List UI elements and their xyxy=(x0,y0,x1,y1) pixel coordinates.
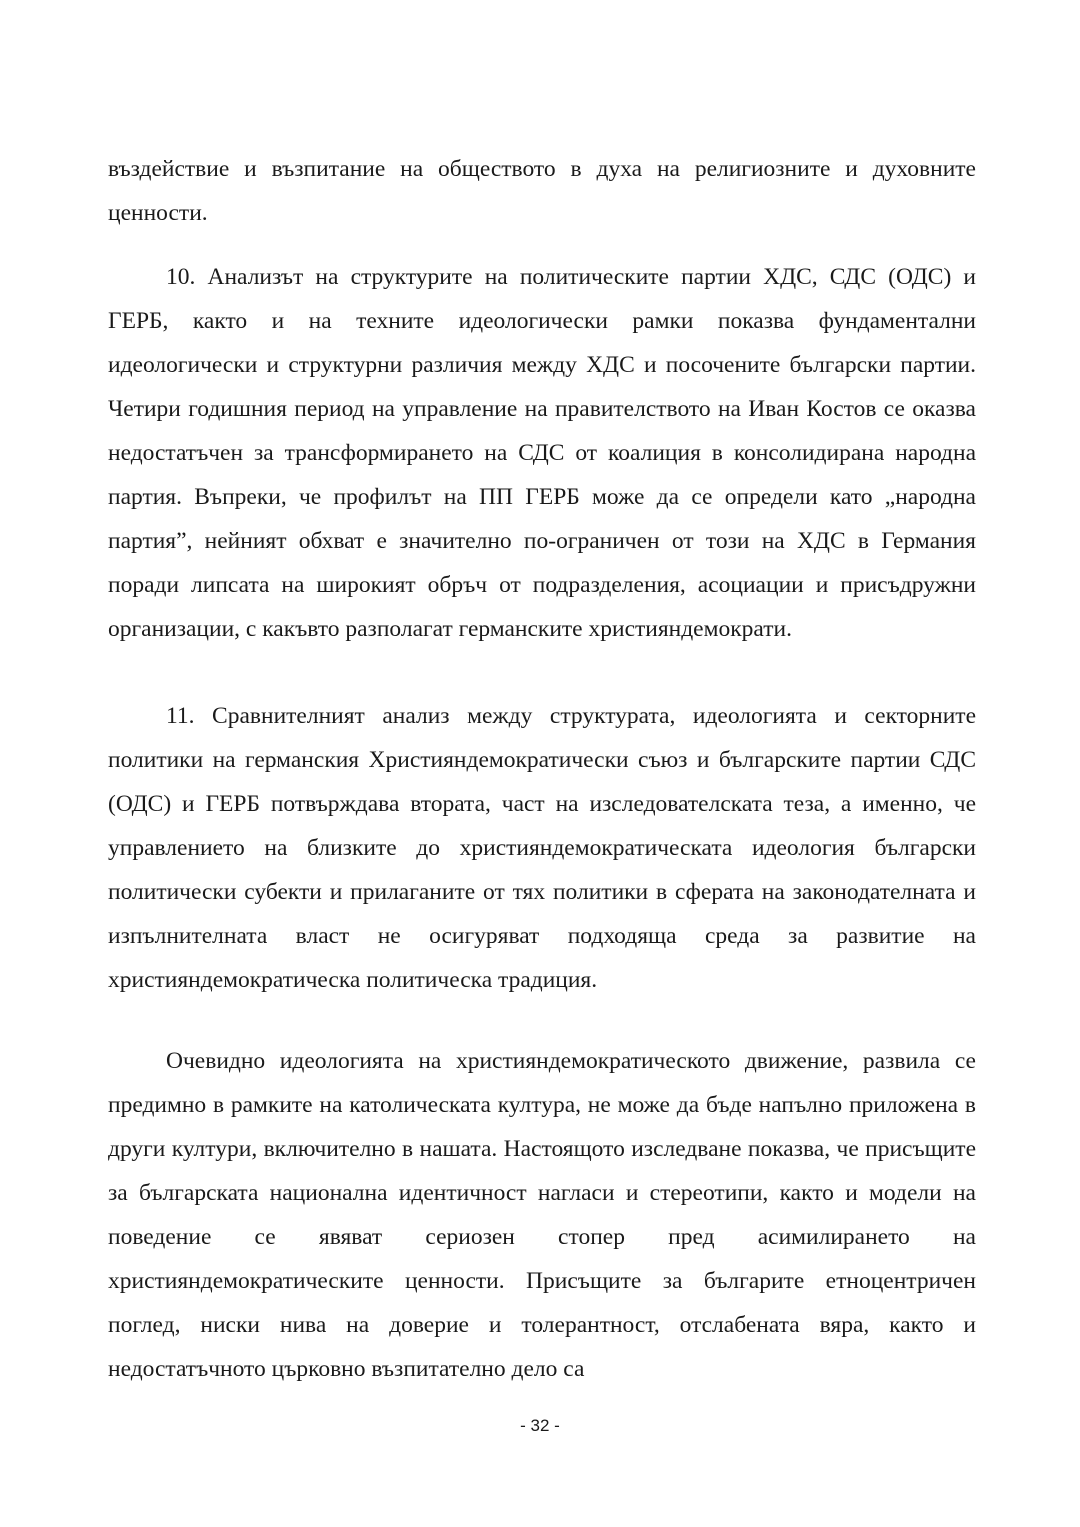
paragraph-item-10 xyxy=(108,255,976,651)
paragraph-item-10-text: 10. Анализът на структурите на политическите партии ХДС, СДС (ОДС) и ГЕРБ, както и на техните идеологически рамки показва фундаментални идеологически и структурни различия между ХДС и посочените български партии. Четири годишния период на управление на правителството на Иван Костов се оказва недостатъчен за трансформирането на СДС от коалиция в консолидирана народна партия. Въпреки, че профилът на ПП ГЕРБ може да се определи като „народна партия”, нейният обхват е значително по-ограничен от този на ХДС в Германия поради липсата на широкият обръч от подразделения, асоциации и присъдружни организации, с какъвто разполагат германските християндемократи. xyxy=(108,264,976,642)
paragraph-conclusion xyxy=(108,1039,976,1391)
paragraph-continuation xyxy=(108,147,976,235)
paragraph-conclusion-text: Очевидно идеологията на християндемократическото движение, развила се предимно в рамките на католическата култура, не може да бъде напълно приложена в други култури, включително в нашата. Настоящото изследване показва, че присъщите за българската национална идентичност нагласи и стереотипи, както и модели на поведение се явяват сериозен стопер пред асимилирането на християндемократическите ценности. Присъщите за българите етноцентричен поглед, ниски нива на доверие и толерантност, отслабената вяра, както и недостатъчното църковно възпитателно дело са xyxy=(108,1048,976,1382)
page-number: - 32 - xyxy=(520,1416,560,1435)
paragraph-item-11-text: 11. Сравнителният анализ между структурата, идеологията и секторните политики на германския Християндемократически съюз и българските партии СДС (ОДС) и ГЕРБ потвърждава втората, част на изследователската теза, а именно, че управлението на близките до християндемократическата идеология български политически субекти и прилаганите от тях политики в сферата на законодателната и изпълнителната власт не осигуряват подходяща среда за развитие на християндемократическа политическа традиция. xyxy=(108,703,976,993)
paragraph-item-11 xyxy=(108,694,976,1002)
paragraph-continuation-text: въздействие и възпитание на обществото в духа на религиозните и духовните ценности. xyxy=(108,156,976,226)
